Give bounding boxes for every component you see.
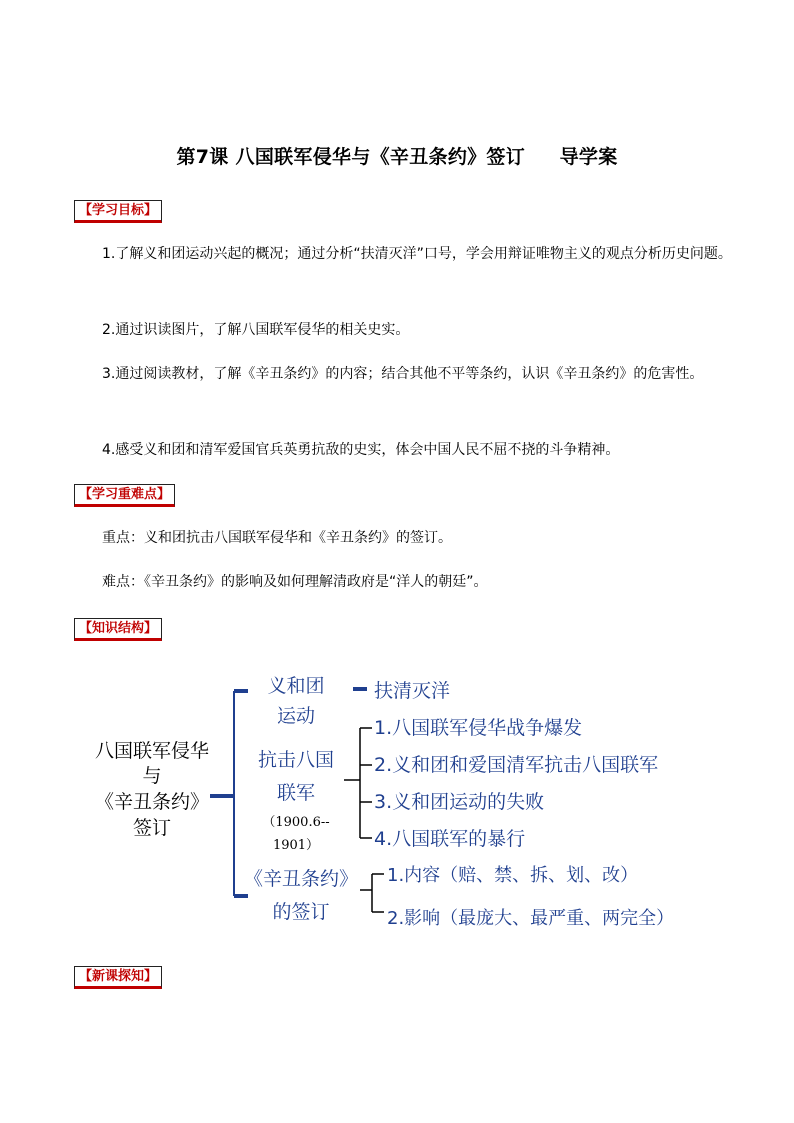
root-line-3: 《辛丑条约》 — [94, 791, 210, 813]
branch1-label-2: 运动 — [276, 705, 316, 727]
section-heading-key-points: 【学习重难点】 — [74, 484, 175, 507]
root-line-2: 与 — [142, 765, 162, 787]
branch2-bracket — [344, 728, 372, 838]
main-bracket — [210, 691, 248, 896]
branch2-item-3: 3.义和团运动的失败 — [374, 791, 545, 813]
goal-item-2: 2.通过识读图片，了解八国联军侵华的相关史实。 — [102, 322, 410, 338]
branch1-item-1: 扶清灭洋 — [374, 680, 451, 702]
branch3-item-2: 2.影响（最庞大、最严重、两完全） — [387, 908, 675, 929]
section-heading-goals: 【学习目标】 — [74, 200, 162, 223]
branch2-item-1: 1.八国联军侵华战争爆发 — [374, 717, 583, 739]
key-point-focus: 重点：义和团抗击八国联军侵华和《辛丑条约》的签订。 — [102, 530, 452, 546]
branch2-label-1: 抗击八国 — [257, 749, 335, 771]
branch2-item-2: 2.义和团和爱国清军抗击八国联军 — [374, 754, 659, 776]
root-line-4: 签订 — [132, 817, 172, 839]
branch3-bracket — [360, 874, 384, 912]
branch1-label-1: 义和团 — [267, 675, 325, 697]
key-point-difficulty: 难点：《辛丑条约》的影响及如何理解清政府是“洋人的朝廷”。 — [102, 574, 488, 590]
branch2-label-2: 联军 — [276, 782, 316, 804]
goal-item-3: 3.通过阅读教材，了解《辛丑条约》的内容；结合其他不平等条约，认识《辛丑条约》的危害性。 — [102, 366, 704, 382]
page-title: 第7课 八国联军侵华与《辛丑条约》签订 导学案 — [176, 146, 618, 168]
branch2-date-2: 1901） — [272, 838, 320, 853]
branch3-item-1: 1.内容（赔、禁、拆、划、改） — [387, 865, 639, 886]
branch3-label-1: 《辛丑条约》 — [243, 868, 359, 890]
section-heading-structure: 【知识结构】 — [74, 618, 162, 641]
section-heading-new-lesson: 【新课探知】 — [74, 966, 162, 989]
branch2-date-1: （1900.6-- — [262, 815, 330, 830]
root-line-1: 八国联军侵华 — [94, 740, 210, 762]
branch3-label-2: 的签订 — [272, 901, 330, 923]
goal-item-1: 1.了解义和团运动兴起的概况；通过分析“扶清灭洋”口号，学会用辩证唯物主义的观点分析历史问题。 — [102, 246, 732, 262]
branch2-item-4: 4.八国联军的暴行 — [374, 828, 526, 850]
goal-item-4: 4.感受义和团和清军爱国官兵英勇抗敌的史实，体会中国人民不屈不挠的斗争精神。 — [102, 442, 620, 458]
